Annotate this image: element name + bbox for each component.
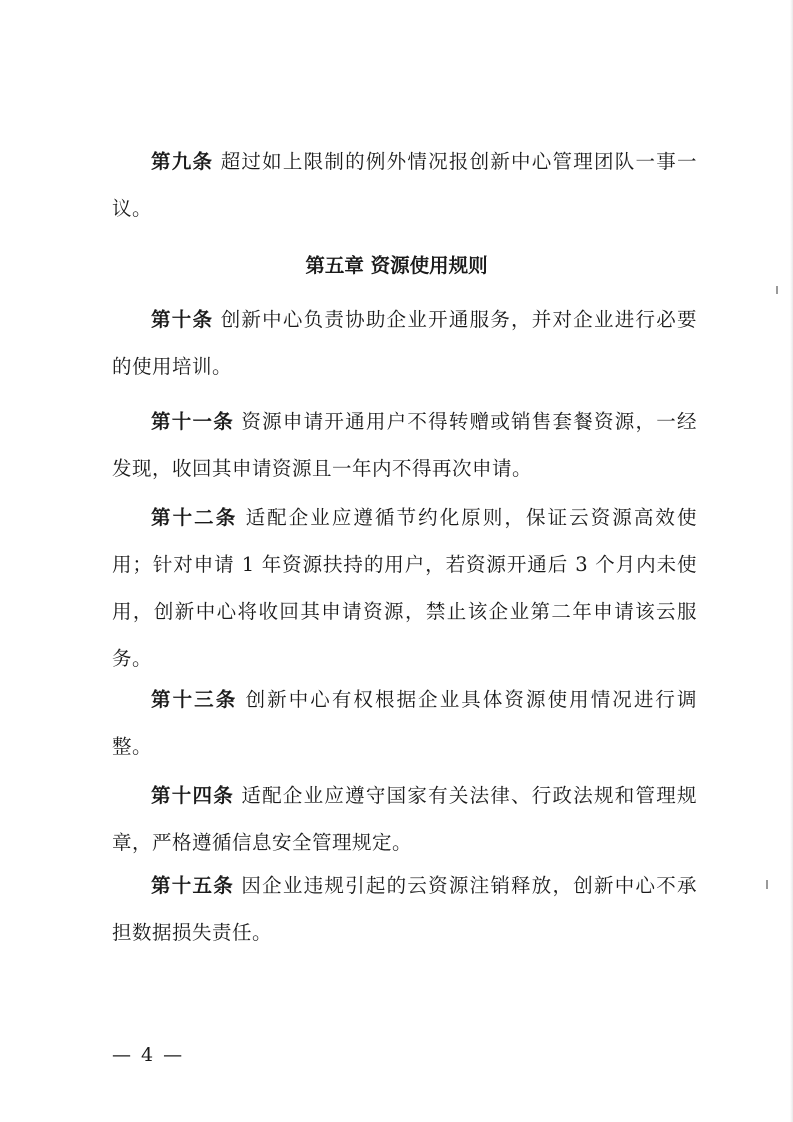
scan-speck (776, 286, 778, 294)
article-label: 第十条 (151, 308, 214, 331)
article-text: 因企业违规引起的云资源注销释放，创新中心不承担数据损失责任。 (112, 874, 697, 944)
article-label: 第十三条 (151, 688, 238, 711)
article-label: 第十二条 (151, 506, 238, 529)
article-label: 第九条 (151, 150, 214, 173)
article-15 (112, 862, 697, 956)
article-14 (112, 772, 697, 866)
article-10 (112, 296, 697, 390)
article-text: 超过如上限制的例外情况报创新中心管理团队一事一议。 (112, 150, 697, 220)
article-12 (112, 494, 697, 682)
page-number: — 4 — (112, 1044, 185, 1066)
article-text: 创新中心有权根据企业具体资源使用情况进行调整。 (112, 688, 697, 758)
article-text: 适配企业应遵守国家有关法律、行政法规和管理规章，严格遵循信息安全管理规定。 (112, 784, 697, 854)
article-label: 第十五条 (151, 874, 234, 897)
chapter-heading: 第五章 资源使用规则 (305, 254, 488, 277)
article-label: 第十四条 (151, 784, 234, 807)
article-label: 第十一条 (151, 410, 234, 433)
scan-speck (766, 880, 768, 889)
article-13 (112, 676, 697, 770)
article-text: 资源申请开通用户不得转赠或销售套餐资源，一经发现，收回其申请资源且一年内不得再次申请。 (112, 410, 697, 480)
article-11 (112, 398, 697, 492)
article-9 (112, 138, 697, 232)
article-text: 创新中心负责协助企业开通服务，并对企业进行必要的使用培训。 (112, 308, 697, 378)
article-text: 适配企业应遵循节约化原则，保证云资源高效使用；针对申请 1 年资源扶持的用户，若资源开通后 3 个月内未使用，创新中心将收回其申请资源，禁止该企业第二年申请该云服务。 (112, 506, 697, 670)
